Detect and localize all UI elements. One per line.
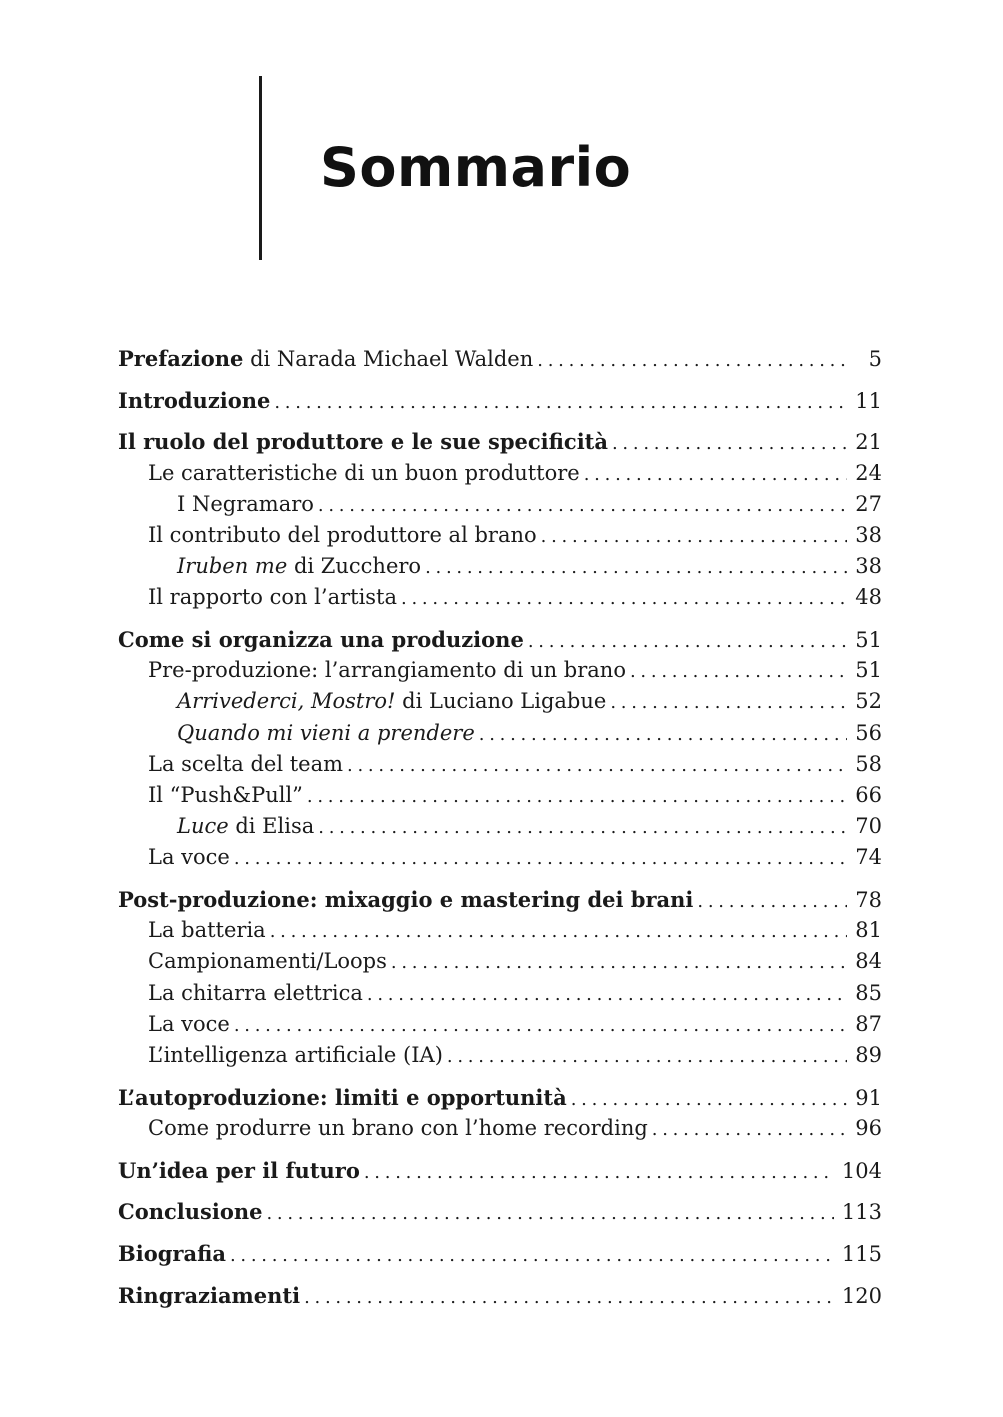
toc-entry: [118, 749, 882, 780]
toc-entry: [118, 458, 882, 489]
toc-entry-title: [148, 842, 230, 873]
dot-leader: [274, 387, 847, 418]
dot-leader: [612, 428, 847, 459]
toc-entry-title: [118, 1155, 360, 1186]
toc-entry-suffix: di Narada Michael Walden: [243, 347, 534, 371]
toc-entry-title: [148, 582, 397, 613]
toc-section-title: Come si organizza una produzione: [118, 627, 524, 652]
page-number: 81: [855, 918, 882, 943]
toc-subsection-title: La voce: [148, 1011, 230, 1036]
title-rule: [259, 76, 262, 260]
page-number: 70: [855, 814, 882, 839]
page-number: 115: [841, 1241, 882, 1266]
toc-entry-title: [148, 520, 537, 551]
dot-leader: [697, 886, 847, 917]
page-number: 48: [855, 585, 882, 610]
toc-entry: [118, 1009, 882, 1040]
page-number: 24: [855, 460, 882, 485]
dot-leader: [234, 1010, 847, 1041]
toc-entry-title: [118, 426, 608, 457]
toc-entry: [118, 582, 882, 613]
toc-entry-title: [148, 655, 626, 686]
toc-entry: [118, 978, 882, 1009]
toc-entry: [118, 1082, 882, 1113]
toc-entry-title: [148, 458, 580, 489]
toc-subsection-title: L’intelligenza artificiale (IA): [148, 1042, 443, 1067]
toc-subsection-title: Pre-produzione: l’arrangiamento di un brano: [148, 658, 626, 683]
toc-entry: [118, 718, 882, 749]
dot-leader: [571, 1084, 848, 1115]
page-number: 5: [868, 347, 882, 371]
toc-entry: [118, 489, 882, 520]
toc-work-title: Luce: [177, 814, 229, 839]
dot-leader: [537, 345, 848, 376]
toc-entry-title: [148, 1113, 648, 1144]
dot-leader: [610, 687, 847, 718]
toc-section-title: Il ruolo del produttore e le sue specificità: [118, 429, 608, 455]
toc-work-title: Arrivederci, Mostro!: [177, 689, 396, 714]
toc-entry: [118, 1196, 882, 1227]
toc-entry: [118, 520, 882, 551]
toc-entry-suffix: di Luciano Ligabue: [395, 689, 607, 714]
toc-entry-title: [177, 489, 314, 520]
dot-leader: [630, 656, 847, 687]
page-number: 113: [841, 1200, 882, 1225]
toc-entry: [118, 884, 882, 915]
page-number: 87: [855, 1011, 882, 1036]
toc-entry: [118, 343, 882, 374]
page-number: 120: [841, 1283, 882, 1308]
toc-entry: [118, 426, 882, 457]
dot-leader: [528, 626, 847, 657]
dot-leader: [266, 1198, 833, 1229]
toc-entry: [118, 915, 882, 946]
page-number: 96: [855, 1115, 882, 1140]
toc-entry-title: [148, 1040, 443, 1071]
toc-entry: [118, 551, 882, 582]
toc-section-title: Ringraziamenti: [118, 1282, 301, 1308]
toc-entry: [118, 1113, 882, 1144]
page-number: 56: [855, 720, 882, 745]
toc-subsection-title: La voce: [148, 845, 230, 870]
toc-entry-title: [118, 1238, 226, 1269]
table-of-contents: [118, 343, 882, 1311]
toc-entry: [118, 1155, 882, 1186]
dot-leader: [230, 1240, 834, 1271]
toc-entry-title: [118, 884, 693, 915]
page-number: 27: [855, 491, 882, 516]
dot-leader: [401, 583, 847, 614]
dot-leader: [584, 459, 848, 490]
dot-leader: [270, 916, 848, 947]
dot-leader: [447, 1041, 847, 1072]
toc-entry-title: [148, 749, 343, 780]
toc-entry: [118, 624, 882, 655]
toc-entry-title: [118, 385, 270, 416]
page-number: 51: [855, 628, 882, 652]
page-number: 38: [855, 522, 882, 547]
toc-entry: [118, 385, 882, 416]
page-number: 66: [855, 782, 882, 807]
toc-entry-title: [148, 978, 363, 1009]
toc-subsection-title: La scelta del team: [148, 751, 344, 776]
dot-leader: [304, 1282, 834, 1313]
toc-subsection-title: La chitarra elettrica: [148, 980, 363, 1005]
page-number: 104: [841, 1158, 882, 1183]
toc-subsection-title: La batteria: [148, 918, 266, 943]
toc-subsection-title: Le caratteristiche di un buon produttore: [148, 460, 580, 485]
page-number: 74: [855, 845, 882, 870]
toc-entry-title: [118, 343, 533, 375]
page-number: 85: [855, 980, 882, 1005]
toc-subsection-title: Campionamenti/Loops: [148, 949, 387, 974]
dot-leader: [541, 521, 848, 552]
toc-subsection-title: Il contributo del produttore al brano: [148, 522, 537, 547]
toc-subsection-title: I Negramaro: [177, 491, 314, 516]
page-number: 52: [855, 689, 882, 714]
toc-section-title: Conclusione: [118, 1199, 263, 1225]
dot-leader: [479, 719, 848, 750]
dot-leader: [391, 947, 847, 978]
toc-entry-title: [177, 551, 421, 582]
toc-entry-title: [118, 1082, 567, 1113]
toc-entry-title: [148, 1009, 230, 1040]
toc-entry: [118, 842, 882, 873]
dot-leader: [347, 750, 847, 781]
toc-entry-title: [177, 686, 606, 717]
toc-entry-title: [118, 1280, 300, 1311]
toc-section-title: Introduzione: [118, 387, 271, 413]
dot-leader: [318, 812, 847, 843]
toc-entry-title: [148, 780, 303, 811]
toc-entry: [118, 811, 882, 842]
toc-subsection-title: Come produrre un brano con l’home recording: [148, 1115, 648, 1140]
page-title: Sommario: [320, 136, 632, 199]
dot-leader: [425, 552, 847, 583]
toc-entry-title: [177, 811, 314, 842]
dot-leader: [234, 843, 847, 874]
toc-entry-title: [148, 946, 387, 977]
toc-entry: [118, 1040, 882, 1071]
toc-section-title: Post-produzione: mixaggio e mastering dei brani: [118, 887, 694, 912]
dot-leader: [652, 1114, 847, 1145]
toc-subsection-title: Il “Push&Pull”: [148, 782, 303, 807]
toc-entry-title: [118, 624, 524, 655]
page-number: 78: [855, 888, 882, 912]
toc-entry-title: [148, 915, 266, 946]
toc-entry: [118, 1280, 882, 1311]
toc-entry: [118, 655, 882, 686]
toc-entry-suffix: di Zucchero: [287, 554, 422, 579]
page-number: 58: [855, 751, 882, 776]
toc-work-title: Quando mi vieni a prendere: [177, 720, 475, 745]
toc-section-title: Un’idea per il futuro: [118, 1157, 360, 1183]
toc-section-title: L’autoproduzione: limiti e opportunità: [118, 1084, 567, 1110]
page-number: 11: [855, 388, 882, 413]
page-number: 51: [855, 658, 882, 683]
dot-leader: [318, 490, 847, 521]
toc-entry: [118, 780, 882, 811]
toc-entry-title: [177, 718, 475, 749]
toc-entry-title: [118, 1196, 262, 1227]
page-number: 21: [855, 430, 882, 455]
page-number: 89: [855, 1042, 882, 1067]
toc-entry-suffix: di Elisa: [228, 814, 315, 839]
toc-entry: [118, 1238, 882, 1269]
toc-entry: [118, 946, 882, 977]
dot-leader: [307, 781, 847, 812]
page-number: 91: [855, 1085, 882, 1110]
page-number: 38: [855, 554, 882, 579]
toc-section-title: Prefazione: [118, 346, 244, 371]
toc-entry: [118, 686, 882, 717]
toc-section-title: Biografia: [118, 1240, 226, 1266]
page-number: 84: [855, 949, 882, 974]
dot-leader: [367, 979, 847, 1010]
dot-leader: [364, 1157, 834, 1188]
toc-work-title: Iruben me: [177, 554, 288, 579]
toc-subsection-title: Il rapporto con l’artista: [148, 585, 398, 610]
